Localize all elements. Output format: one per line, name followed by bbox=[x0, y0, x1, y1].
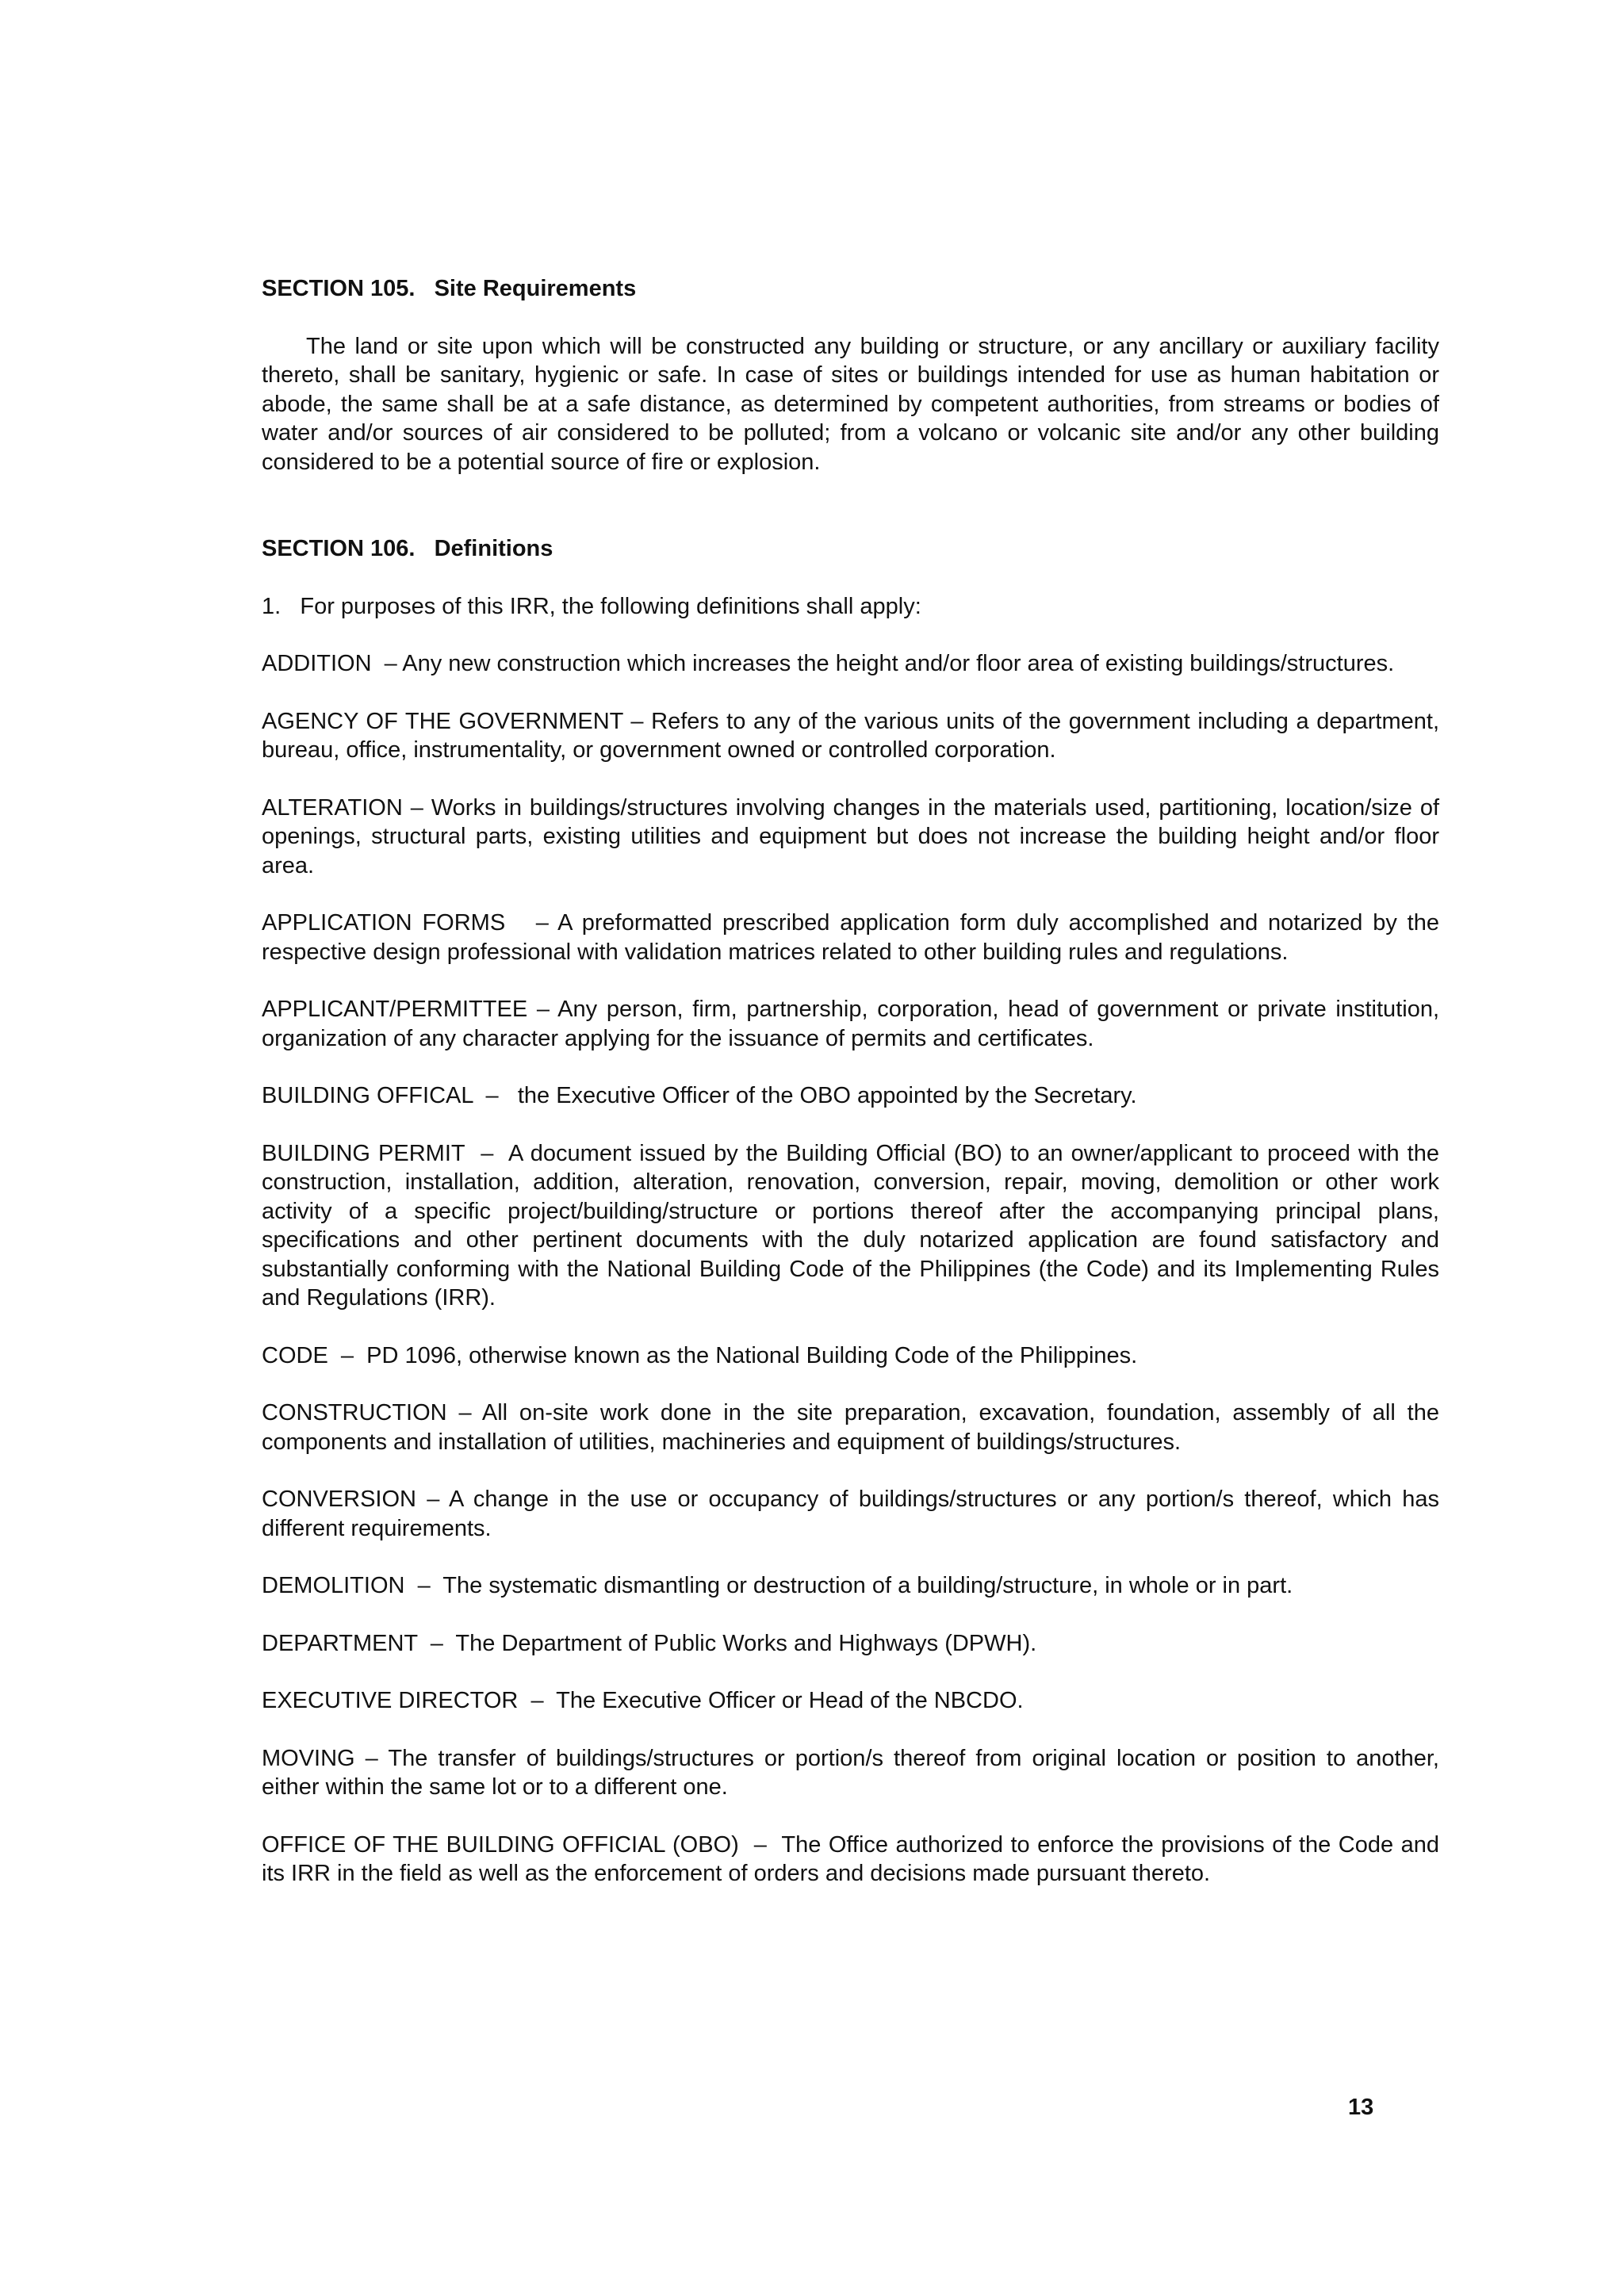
definition-text: the Executive Officer of the OBO appointed by the Secretary. bbox=[498, 1083, 1137, 1108]
definition-item bbox=[262, 1686, 1439, 1716]
definition-term: CODE – bbox=[262, 1342, 354, 1368]
definition-item bbox=[262, 1744, 1446, 1802]
definition-text: All on-site work done in the site preparation, excavation, foundation, assembly of all the components and installation of utilities, machineries and equipment of buildings/structures. bbox=[262, 1400, 1446, 1455]
definition-term: MOVING – bbox=[262, 1745, 378, 1771]
definition-term: EXECUTIVE DIRECTOR – bbox=[262, 1688, 544, 1713]
section-106-heading: SECTION 106. Definitions bbox=[262, 536, 553, 561]
definition-item bbox=[262, 995, 1446, 1053]
definition-text: Works in buildings/structures involving changes in the materials used, partitioning, location/size of openings, structural parts, existing utilities and equipment but does not increase the building height and/or floor area. bbox=[262, 794, 1446, 878]
definition-term: BUILDING PERMIT – bbox=[262, 1140, 494, 1166]
definition-item bbox=[262, 1139, 1446, 1313]
definitions-list bbox=[262, 649, 1446, 1888]
definition-text: A document issued by the Building Official (BO) to an owner/applicant to proceed with the construction, installation, addition, alteration, renovation, conversion, repair, moving, demolition or other work activity of a specific project/building/structure or portions thereof after the accompanying principal plans, specifications and other pertinent documents with the duly notarized application are found satisfactory and substantially conforming with the National Building Code of the Philippines (the Code) and its Implementing Rules and Regulations (IRR). bbox=[262, 1140, 1446, 1311]
definition-text: Any person, firm, partnership, corporation, head of government or private institution, organization of any character applying for the issuance of permits and certificates. bbox=[262, 997, 1446, 1051]
definition-text: The systematic dismantling or destruction of a building/structure, in whole or in part. bbox=[430, 1573, 1293, 1598]
definition-text: The transfer of buildings/structures or portion/s thereof from original location or position to another, either within the same lot or to a different one. bbox=[262, 1745, 1446, 1800]
section-106-intro: 1. For purposes of this IRR, the following definitions shall apply: bbox=[262, 593, 921, 619]
definition-text: The Office authorized to enforce the provisions of the Code and its IRR in the field as well as the enforcement of orders and decisions made pursuant thereto. bbox=[262, 1831, 1446, 1886]
document-body bbox=[262, 274, 1446, 1888]
definition-term: APPLICATION FORMS – bbox=[262, 910, 549, 936]
definition-term: DEPARTMENT – bbox=[262, 1630, 443, 1656]
section-105-heading: SECTION 105. Site Requirements bbox=[262, 276, 637, 301]
definition-item bbox=[262, 1485, 1446, 1543]
definition-item bbox=[262, 1399, 1446, 1456]
section-105-body: The land or site upon which will be constructed any building or structure, or any ancillary or auxiliary facility thereto, shall be sanitary, hygienic or safe. In case of sites or buildings intended for use as human habitation or abode, the same shall be at a safe distance, as determined by competent authorities, from streams or bodies of water and/or sources of air considered to be polluted; from a volcano or volcanic site and/or any other building considered to be a potential source of fire or explosion. bbox=[262, 333, 1439, 475]
definition-item bbox=[262, 1081, 1439, 1111]
definition-term: OFFICE OF THE BUILDING OFFICIAL (OBO) – bbox=[262, 1831, 767, 1858]
definition-text: PD 1096, otherwise known as the National Building Code of the Philippines. bbox=[354, 1342, 1138, 1368]
definition-term: CONSTRUCTION – bbox=[262, 1400, 472, 1425]
definition-item bbox=[262, 1341, 1439, 1371]
definition-term: AGENCY OF THE GOVERNMENT – bbox=[262, 708, 644, 734]
definition-item bbox=[262, 1571, 1439, 1601]
definition-item bbox=[262, 1629, 1439, 1659]
definition-term: CONVERSION – bbox=[262, 1487, 440, 1512]
definition-text: Any new construction which increases the height and/or floor area of existing buildings/structures. bbox=[396, 651, 1395, 676]
definition-term: BUILDING OFFICAL – bbox=[262, 1083, 499, 1108]
definition-text: Refers to any of the various units of the government including a department, bureau, office, instrumentality, or government owned or controlled corporation. bbox=[262, 708, 1446, 763]
definition-text: A preformatted prescribed application form duly accomplished and notarized by the respective design professional with validation matrices related to other building rules and regulations. bbox=[262, 910, 1446, 965]
definition-text: The Executive Officer or Head of the NBCDO. bbox=[543, 1688, 1024, 1713]
definition-term: ALTERATION – bbox=[262, 794, 423, 821]
definition-term: ADDITION – bbox=[262, 651, 397, 676]
definition-item bbox=[262, 794, 1446, 881]
definition-item bbox=[262, 649, 1439, 679]
page-number: 13 bbox=[1348, 2095, 1374, 2120]
definition-item bbox=[262, 1831, 1446, 1888]
definition-term: DEMOLITION – bbox=[262, 1573, 431, 1598]
definition-text: A change in the use or occupancy of buildings/structures or any portion/s thereof, which has different requirements. bbox=[262, 1487, 1446, 1541]
definition-item bbox=[262, 707, 1446, 765]
definition-term: APPLICANT/PERMITTEE – bbox=[262, 997, 550, 1022]
definition-text: The Department of Public Works and Highways (DPWH). bbox=[442, 1630, 1037, 1656]
definition-item bbox=[262, 909, 1446, 966]
